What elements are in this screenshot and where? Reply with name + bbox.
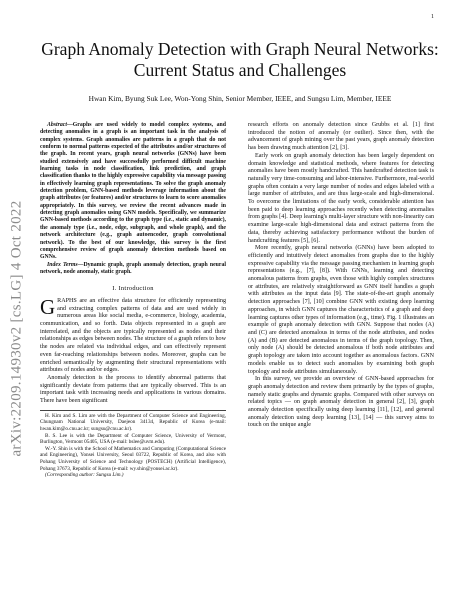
abstract-label: Abstract (47, 122, 67, 128)
author-list: Hwan Kim, Byung Suk Lee, Won-Yong Shin, Senior Member, IEEE, and Sungsu Lim, Member, IEEE (88, 94, 392, 103)
right-paragraph-2: Early work on graph anomaly detection has been largely dependent on domain knowledge and statistical methods, where features for detecting anomalies have been mostly handcrafted. This handcrafted detection task is naturally very time-consuming and labor-intensive. Furthermore, real-world graphs often contain a very large number of nodes and edges labeled with a large number of attributes, and are thus large-scale and high-dimensional. To overcome the limitations of the early work, considerable attention has been paid to deep learning approaches recently when detecting anomalies from graphs [4]. Deep learning's multi-layer structure with non-linearity can examine large-scale high-dimensional data and extract patterns from the data, thereby achieving satisfactory performance without the burden of handcrafting features [5], [6]. (248, 152, 434, 244)
page-number: 1 (431, 14, 434, 20)
drop-cap: G (40, 294, 56, 319)
footnote-corresponding: (Corresponding author: Sungsu Lim.) (45, 472, 124, 479)
footnote-shin: W.-Y. Shin is with the School of Mathematics and Computing (Computational Science and Engineering), Yonsei University, Seoul 03722, Republic of Korea, and also with Pohang University of Science and Technology (POSTECH) (Artificial Intelligence), Pohang 37673, Republic of Korea (e-mail: wy.shin@yonsei.ac.kr). (40, 445, 226, 472)
abstract (40, 122, 226, 262)
index-terms-label: Index Terms (47, 261, 78, 268)
intro-first-word: RAPHS (57, 297, 77, 304)
left-column (40, 122, 226, 479)
section-heading-introduction: I. Introduction (112, 285, 154, 293)
right-paragraph-4: In this survey, we provide an overview of GNN-based approaches for graph anomaly detection and review them primarily by the types of graphs, namely static graphs and dynamic graphs. Compared with other surveys on related topics — on graph anomaly detection in general [2], [3], graph anomaly detection specifically using deep learning [11], [12], and general anomaly detection using deep learning [13], [14] — this survey aims to touch on the unique angle (248, 376, 434, 429)
right-column (248, 122, 434, 430)
intro-paragraph-2: Anomaly detection is the process to identify abnormal patterns that significantly deviate from patterns that are typically observed. This is an important task with increasing needs and applications in various domains. There have been significant (40, 374, 226, 405)
footnote-kim-lim: H. Kim and S. Lim are with the Department of Computer Science and Engineering, Chungnam National University, Daejeon 34134, Republic of Korea (e-mail: hwan.kim@o.cnu.ac.kr; sungsu@cnu.ac.kr). (40, 412, 226, 432)
intro-paragraph-1 (40, 294, 226, 375)
arxiv-stamp: arXiv:2209.14930v2 [cs.LG] 4 Oct 2022 (8, 200, 25, 457)
footnote-lee: B. S. Lee is with the Department of Computer Science, University of Vermont, Burlington, Vermont 05405, USA (e-mail: bslee@uvm.edu). (40, 432, 226, 446)
abstract-text: —Graphs are used widely to model complex systems, and detecting anomalies in a graph is an important task in the analysis of complex systems. Graph anomalies are patterns in a graph that do not conform to normal patterns expected of the attributes and/or structures of the graph. In recent years, graph neural networks (GNNs) have been studied extensively and have successfully performed difficult machine learning tasks in node classification, link prediction, and graph classification thanks to the highly expressive capability via message passing in effectively learning graph representations. To solve the graph anomaly detection problem, GNN-based methods leverage information about the graph attributes (or features) and/or structures to learn to score anomalies appropriately. In this survey, we review the recent advances made in detecting graph anomalies using GNN models. Specifically, we summarize GNN-based methods according to the graph type (i.e., static and dynamic), the anomaly type (i.e., node, edge, subgraph, and whole graph), and the network architecture (e.g., graph autoencoder, graph convolutional network). To the best of our knowledge, this survey is the first comprehensive review of graph anomaly detection methods based on GNNs. (40, 122, 226, 261)
footnotes (40, 410, 226, 479)
index-terms-text: —Dynamic graph, graph anomaly detection, graph neural network, node anomaly, static graph. (40, 261, 226, 275)
index-terms (40, 262, 226, 277)
intro-paragraph-1-text: are an effective data structure for efficiently representing and extracting complex patterns of data and are used widely in numerous areas like social media, e-commerce, biology, academia, communication, and so forth. Data objects represented in a graph are interrelated, and the objects are typically represented as nodes and their relationships as edges between nodes. The structure of a graph refers to how the nodes are related via individual edges, and can effectively represent even far-reaching relationships between nodes. Moreover, graphs can be enriched semantically by augmenting their structural representations with attributes of nodes and/or edges. (40, 297, 226, 374)
right-paragraph-1: research efforts on anomaly detection since Grubbs et al. [1] first introduced the notion of anomaly (or outlier). Since then, with the advancement of graph mining over the past years, graph anomaly detection has been drawing much attention [2], [3]. (248, 122, 434, 152)
paper-title: Graph Anomaly Detection with Graph Neural Networks: Current Status and Challenges (41, 39, 439, 80)
right-paragraph-3: More recently, graph neural networks (GNNs) have been adopted to efficiently and intuitively detect anomalies from graphs due to the highly expressive capability via the message passing mechanism in learning graph representations (e.g., [7], [8]). With GNNs, learning and detecting anomalous patterns from graphs, even those with highly complex structures or attributes, are relatively straightforward as GNN itself handles a graph with attributes as the input data [9]. The state-of-the-art graph anomaly detection approaches [7], [10] combine GNN with existing deep learning approaches, in which GNN captures the characteristics of a graph and deep learning captures other types of information (e.g., time). Fig. 1 illustrates an example of graph anomaly detection with GNN. Suppose that nodes (A) and (C) are detected anomalous in terms of the node attributes, and nodes (A) and (B) are detected anomalous in terms of the graph topology. Then, only node (A) should be detected anomalous if both node attributes and graph topology are taken into account together as anomalous factors. GNN models enable us to detect such anomalies by examining both graph topology and node attributes simultaneously. (248, 245, 434, 375)
